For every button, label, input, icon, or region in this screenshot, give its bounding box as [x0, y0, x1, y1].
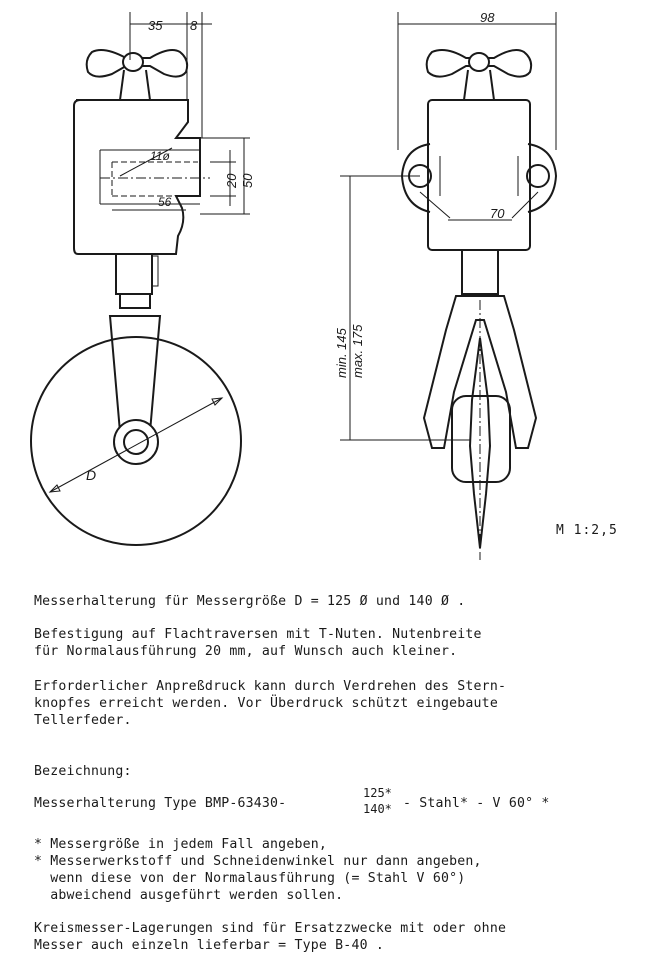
dim-50: 50 — [240, 173, 255, 188]
spare-line-1: Kreismesser-Lagerungen sind für Ersatzzwecke mit oder ohne — [34, 921, 507, 936]
note-2-line-2: wenn diese von der Normalausführung (= Stahl V 60°) — [34, 871, 466, 886]
pressure-line-3: Tellerfeder. — [34, 713, 132, 728]
note-2-line-1: * Messerwerkstoff und Schneidenwinkel nur dann angeben, — [34, 854, 482, 869]
dim-35: 35 — [148, 18, 163, 33]
mount-line-2: für Normalausführung 20 mm, auf Wunsch auch kleiner. — [34, 644, 458, 659]
pressure-line-2: knopfes erreicht werden. Vor Überdruck schützt eingebaute — [34, 696, 498, 711]
dim-min: min. 145 — [334, 328, 349, 378]
mount-line-1: Befestigung auf Flachtraversen mit T-Nuten. Nutenbreite — [34, 627, 482, 642]
dim-diameter-label: D — [86, 467, 97, 483]
front-view — [334, 10, 556, 560]
type-prefix: Messerhalterung Type BMP-63430- — [34, 796, 287, 811]
dim-20: 20 — [224, 173, 239, 188]
dim-11: 11ø — [150, 149, 170, 163]
scale-label: M 1:2,5 — [556, 523, 618, 538]
pressure-line-1: Erforderlicher Anpreßdruck kann durch Verdrehen des Stern- — [34, 679, 507, 694]
note-1: * Messergröße in jedem Fall angeben, — [34, 837, 328, 852]
note-2-line-3: abweichend ausgeführt werden sollen. — [34, 888, 344, 903]
spare-line-2: Messer auch einzeln lieferbar = Type B-40 . — [34, 938, 385, 953]
size-option-top: 125* — [363, 786, 392, 800]
side-view — [31, 12, 255, 545]
dim-max: max. 175 — [350, 324, 365, 378]
dim-56: 56 — [158, 195, 172, 209]
dim-70: 70 — [490, 206, 505, 221]
dim-98: 98 — [480, 10, 495, 25]
dim-8: 8 — [190, 18, 198, 33]
title-line: Messerhalterung für Messergröße D = 125 Ø und 140 Ø . — [34, 594, 466, 609]
type-suffix: - Stahl* - V 60° * — [403, 796, 550, 811]
size-option-bottom: 140* — [363, 802, 392, 816]
designation-label: Bezeichnung: — [34, 764, 132, 779]
